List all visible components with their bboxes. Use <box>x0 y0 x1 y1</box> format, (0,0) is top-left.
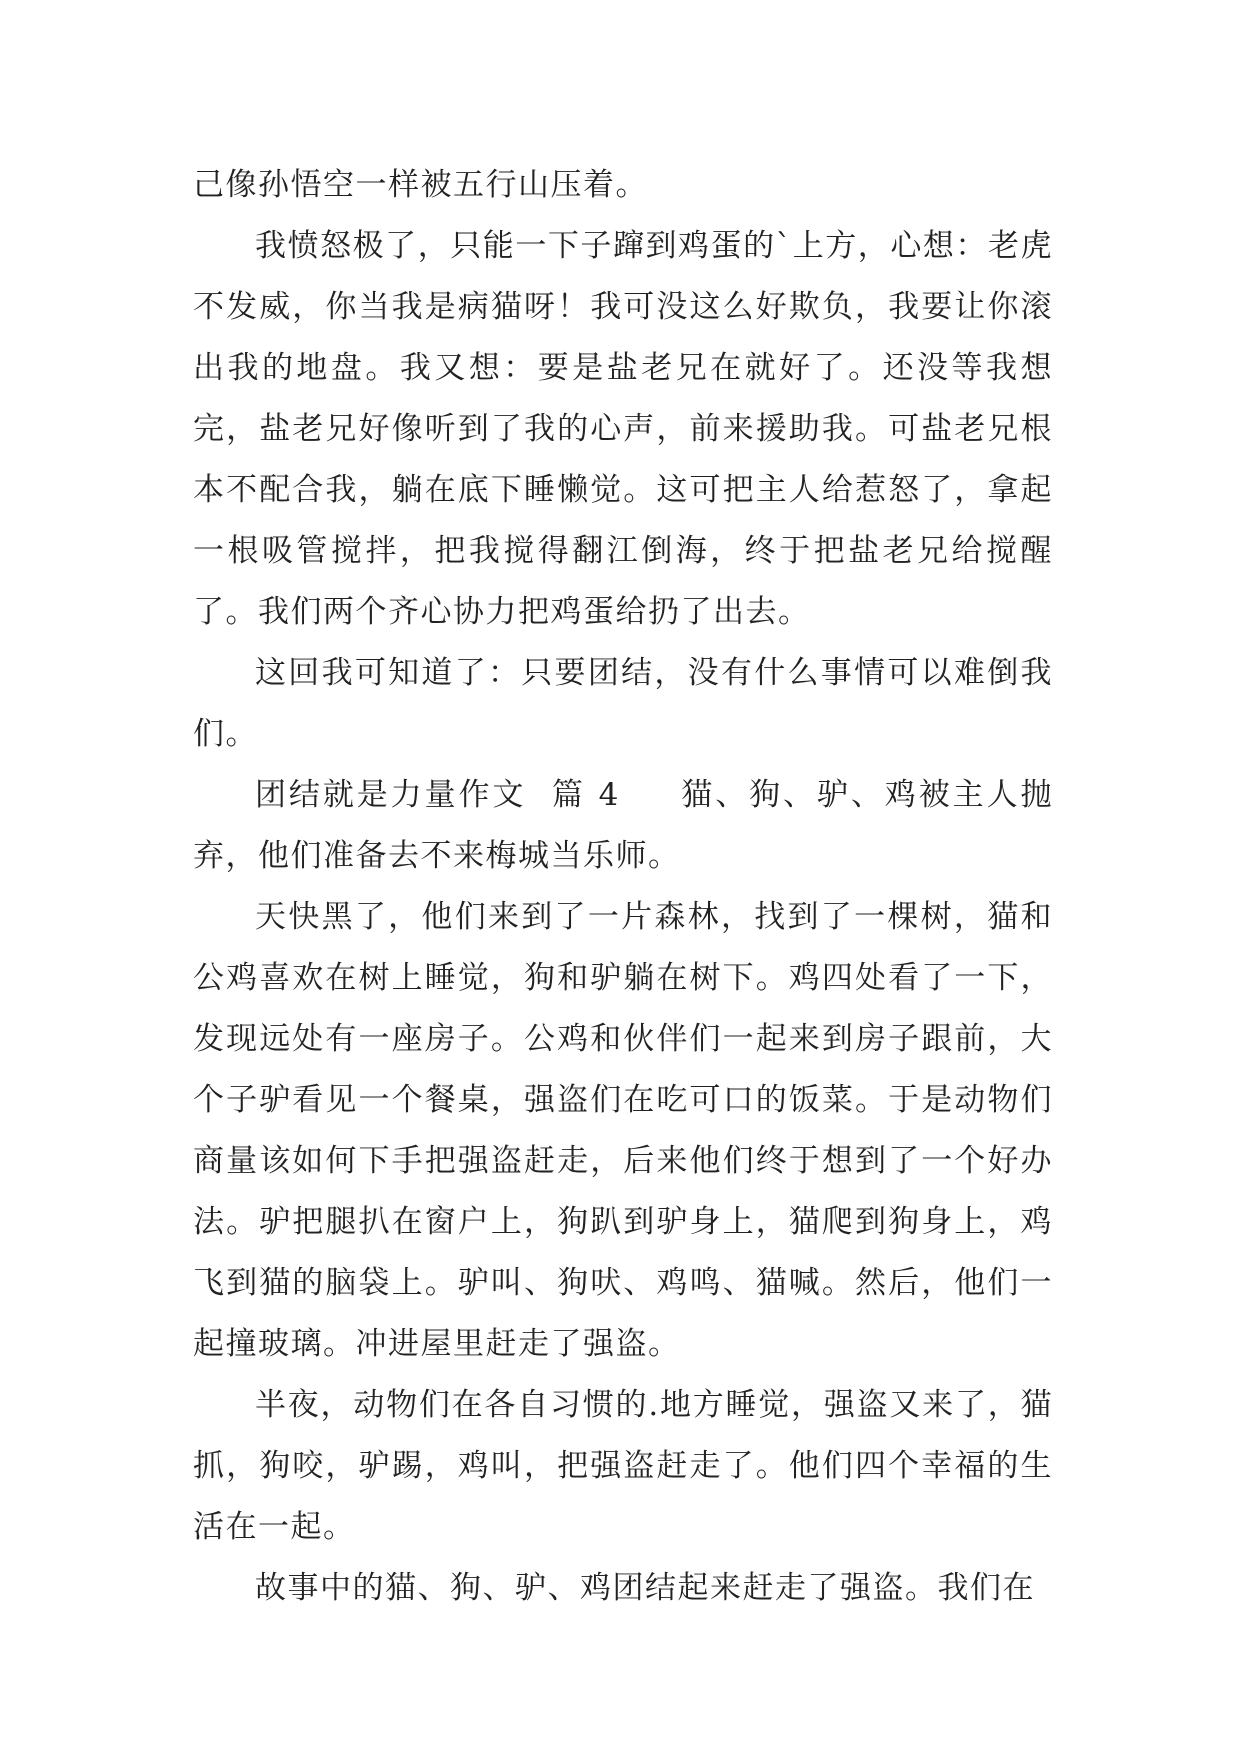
section-label: 篇 4 <box>551 777 620 813</box>
section-heading-paragraph <box>193 765 1053 887</box>
paragraph: 半夜，动物们在各自习惯的.地方睡觉，强盗又来了，猫抓，狗咬，驴踢，鸡叫，把强盗赶走了。他们四个幸福的生活在一起。 <box>193 1387 1053 1545</box>
paragraph-continuation: 己像孙悟空一样被五行山压着。 <box>193 167 648 203</box>
paragraph: 天快黑了，他们来到了一片森林，找到了一棵树，猫和公鸡喜欢在树上睡觉，狗和驴躺在树下。鸡四处看了一下，发现远处有一座房子。公鸡和伙伴们一起来到房子跟前，大个子驴看见一个餐桌，强盗们在吃可口的饭菜。于是动物们商量该如何下手把强盗赶走，后来他们终于想到了一个好办法。驴把腿扒在窗户上，狗趴到驴身上，猫爬到狗身上，鸡飞到猫的脑袋上。驴叫、狗吠、鸡鸣、猫喊。然后，他们一起撞玻璃。冲进屋里赶走了强盗。 <box>193 899 1053 1362</box>
document-body <box>193 155 1053 1619</box>
section-intro-text: 猫、狗、驴、鸡被主人抛弃，他们准备去不来梅城当乐师。 <box>193 777 1053 874</box>
paragraph: 这回我可知道了：只要团结，没有什么事情可以难倒我们。 <box>193 655 1053 752</box>
paragraph: 故事中的猫、狗、驴、鸡团结起来赶走了强盗。我们在 <box>255 1570 1035 1606</box>
paragraph: 我愤怒极了，只能一下子蹿到鸡蛋的`上方，心想：老虎不发威，你当我是病猫呀！我可没这么好欺负，我要让你滚出我的地盘。我又想：要是盐老兄在就好了。还没等我想完，盐老兄好像听到了我的心声，前来援助我。可盐老兄根本不配合我，躺在底下睡懒觉。这可把主人给惹怒了，拿起一根吸管搅拌，把我搅得翻江倒海，终于把盐老兄给搅醒了。我们两个齐心协力把鸡蛋给扔了出去。 <box>193 228 1053 630</box>
section-title: 团结就是力量作文 <box>255 777 527 813</box>
